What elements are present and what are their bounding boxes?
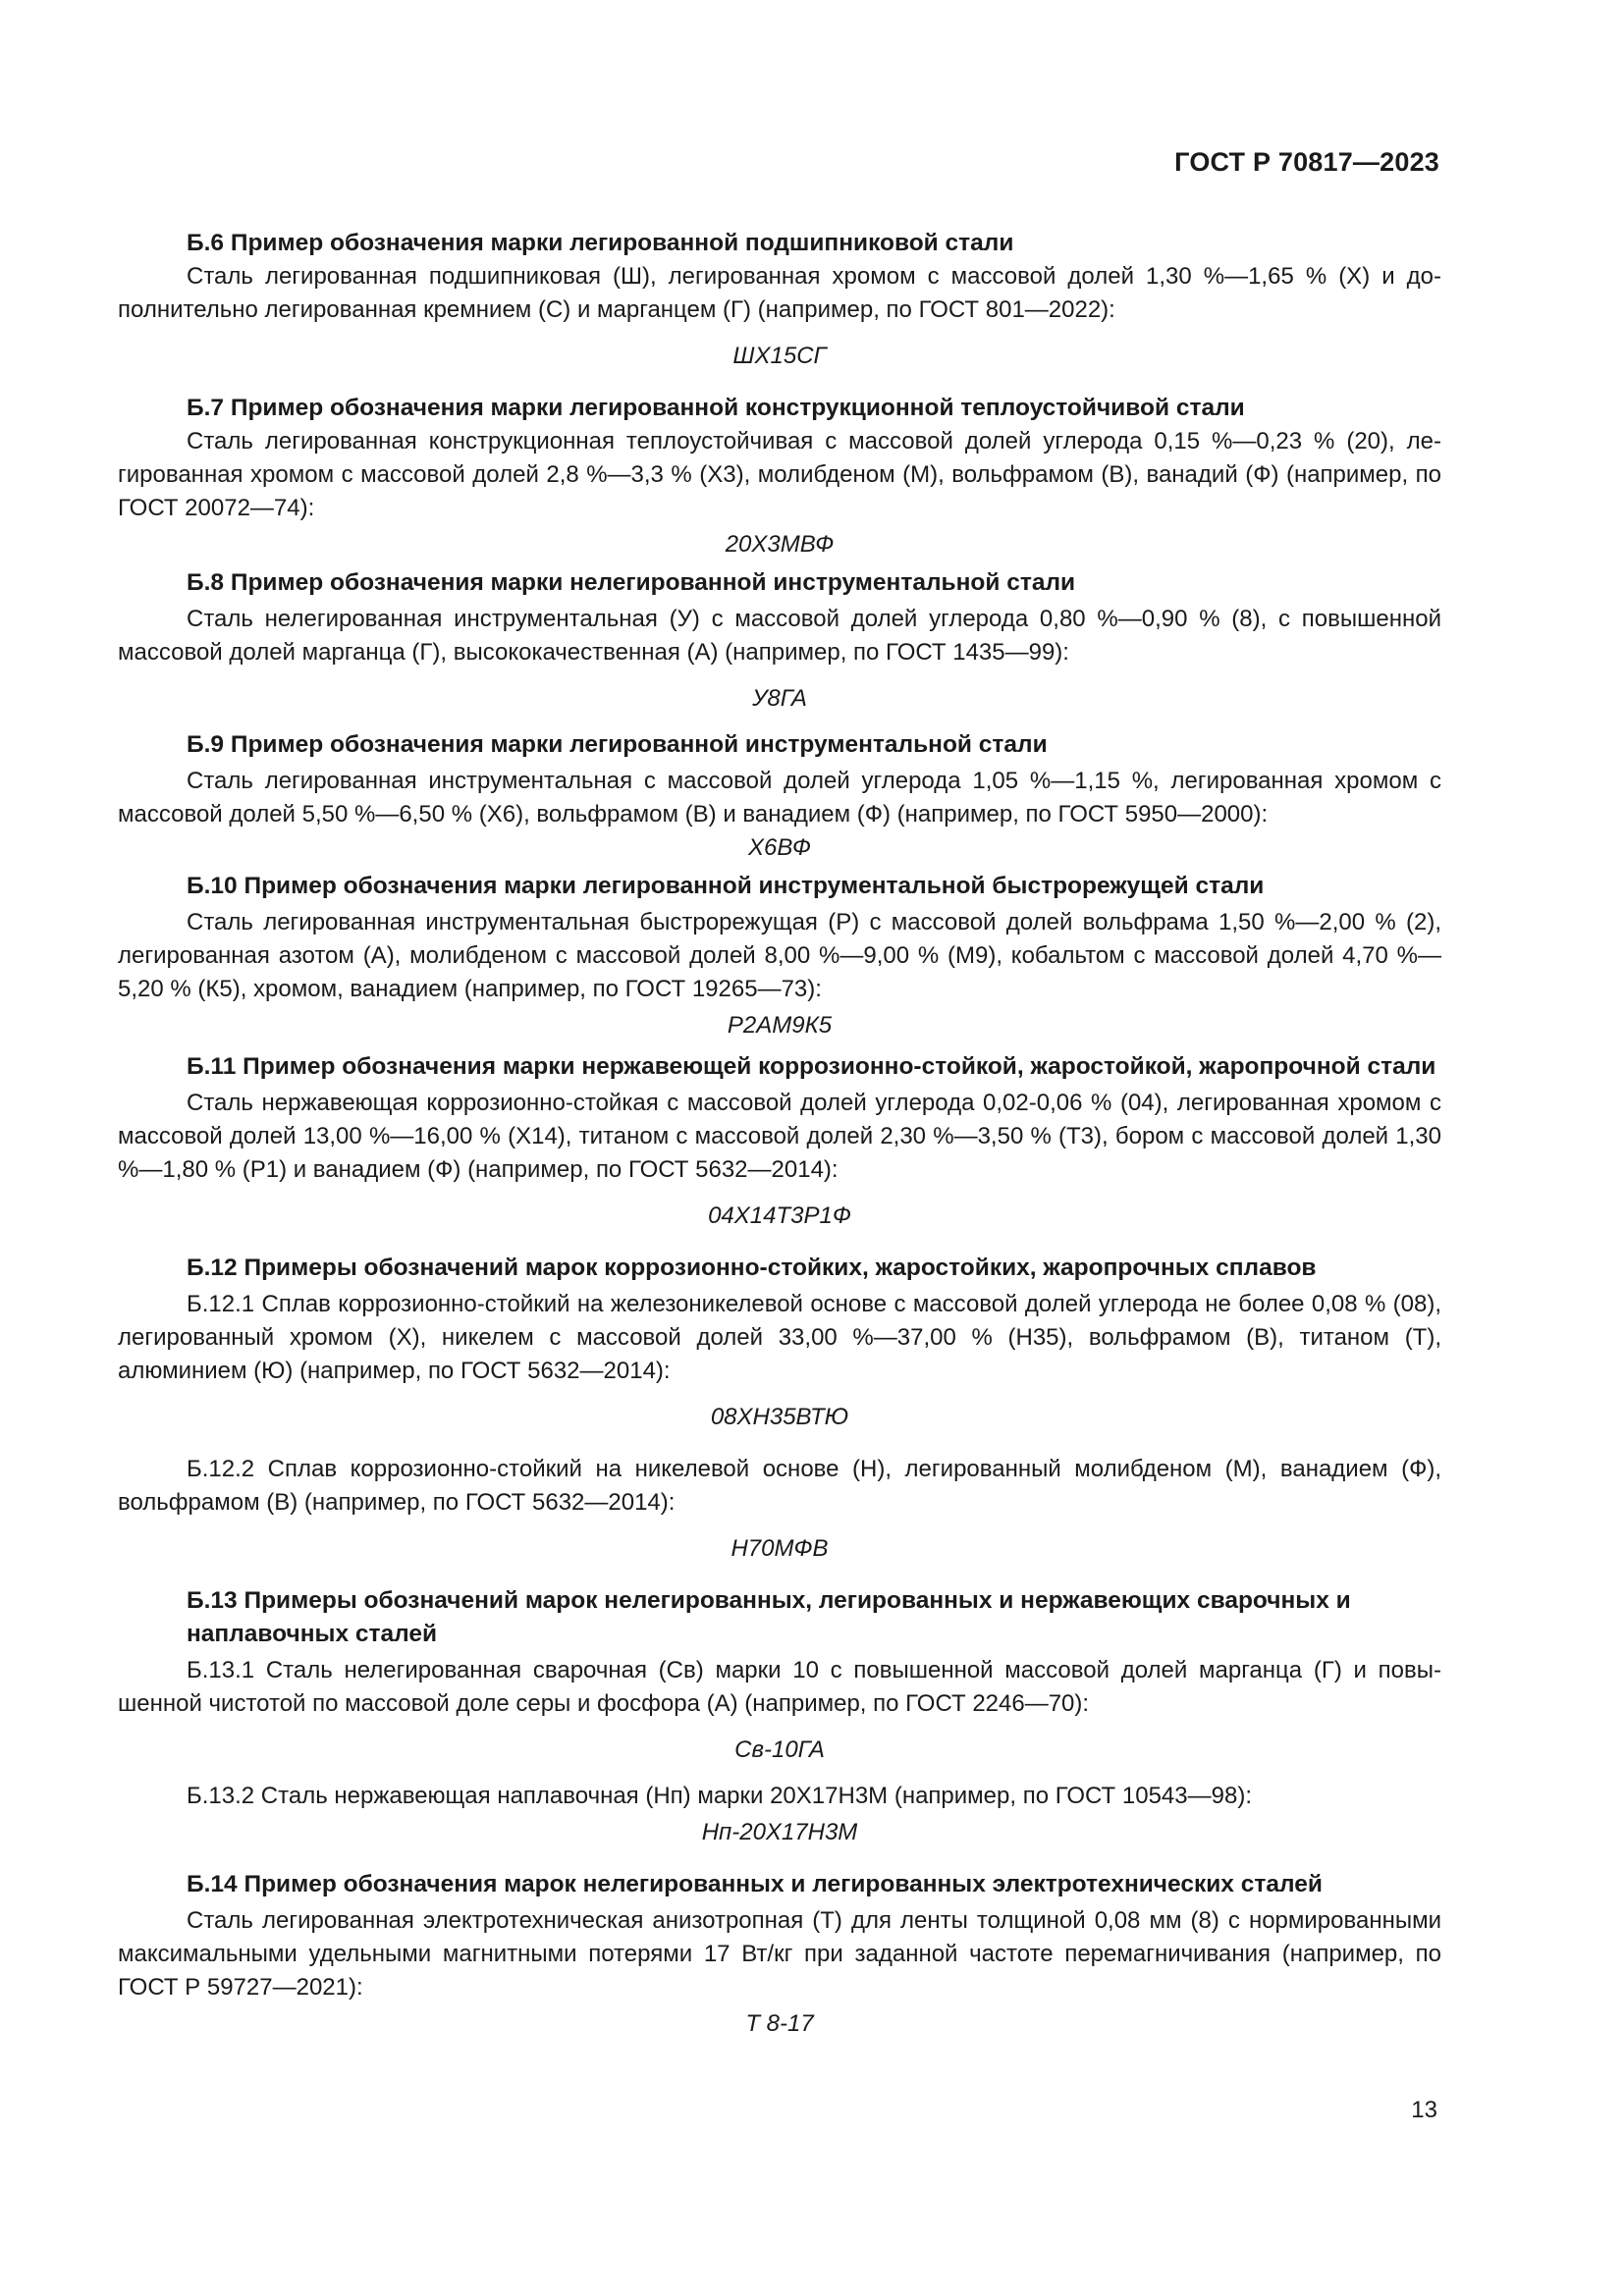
subsection-text: Б.13.1 Сталь нелегированная сварочная (Св) марки 10 с повышенной массовой долей марганца (Г) и повышенной чистотой по массовой доле серы и фосфора (А) (например, по ГОСТ 2246—70): (118, 1657, 1441, 1717)
grade-code: 20Х3МВФ (725, 531, 835, 558)
section-heading: Б.10 Пример обозначения марки легированной инструментальной быстрорежущей стали (187, 873, 1265, 899)
section-heading: Б.13 Примеры обозначений марок нелегированных, легированных и нержавеющих сварочных и наплавочных сталей (187, 1587, 1351, 1647)
section-text: Сталь легированная инструментальная с массовой долей углерода 1,05 %—1,15 %, легированная хромом с массовой долей 5,50 %—6,50 % (Х6), вольфрамом (В) и ванадием (Ф) (например, по ГОСТ 5950—2000): (118, 768, 1441, 828)
document-body (118, 227, 1441, 2041)
grade-code: 08ХН35ВТЮ (710, 1404, 849, 1430)
grade-code: Св-10ГА (734, 1736, 825, 1763)
section-heading: Б.12 Примеры обозначений марок коррозионно-стойких, жаростойких, жаропрочных сплавов (187, 1255, 1317, 1281)
section-heading: Б.8 Пример обозначения марки нелегированной инструментальной стали (187, 569, 1076, 596)
section-b6 (118, 227, 1441, 373)
section-text: Сталь легированная электротехническая анизотропная (Т) для ленты толщиной 0,08 мм (8) с нормированными максимальными удельными магнитными потерями 17 Вт/кг при заданной частоте перемагничивания (например, по ГОСТ Р 59727—2021): (118, 1907, 1441, 2001)
section-text: Сталь нелегированная инструментальная (У) с массовой долей углерода 0,80 %—0,90 % (8), с повышенной массовой долей марганца (Г), высококачественная (А) (например, по ГОСТ 1435—99): (118, 606, 1441, 666)
section-heading: Б.9 Пример обозначения марки легированной инструментальной стали (187, 731, 1048, 758)
grade-code: У8ГА (752, 685, 807, 712)
section-heading: Б.7 Пример обозначения марки легированной конструкционной теплоустойчивой стали (187, 395, 1245, 421)
subsection-text: Б.12.2 Сплав коррозионно-стойкий на никелевой основе (Н), легированный молибденом (М), ванадием (Ф), вольфрамом (В) (например, по ГОСТ 5632—2014): (118, 1456, 1441, 1516)
grade-code: 04Х14Т3Р1Ф (708, 1202, 851, 1229)
page-number: 13 (1411, 2097, 1437, 2123)
section-b10 (118, 870, 1441, 1042)
section-b7 (118, 392, 1441, 561)
section-heading: Б.14 Пример обозначения марок нелегированных и легированных электротехнических сталей (187, 1871, 1323, 1897)
section-text: Сталь легированная конструкционная теплоустойчивая с массовой долей углерода 0,15 %—0,23 % (20), легированная хромом с массовой долей 2,8 %—3,3 % (Х3), молибденом (М), вольфрамом (В), ванадий (Ф) (например, по ГОСТ 20072—74): (118, 428, 1441, 521)
section-heading: Б.11 Пример обозначения марки нержавеющей коррозионно-стойкой, жаростойкой, жаропрочной стали (187, 1053, 1436, 1080)
section-heading: Б.6 Пример обозначения марки легированной подшипниковой стали (187, 230, 1014, 256)
section-text: Сталь легированная инструментальная быстрорежущая (Р) с массовой долей вольфрама 1,50 %—2,00 % (2), легированная азотом (А), молибденом с массовой долей 8,00 %—9,00 % (М9), кобальтом с массовой долей 4,70 %—5,20 % (К5), хромом, ванадием (например, по ГОСТ 19265—73): (118, 909, 1441, 1002)
grade-code: Н70МФВ (731, 1535, 829, 1562)
grade-code: Р2АМ9К5 (727, 1012, 833, 1039)
document-header-id: ГОСТ Р 70817—2023 (1174, 147, 1439, 177)
section-text: Сталь легированная подшипниковая (Ш), легированная хромом с массовой долей 1,30 %—1,65 % (Х) и дополнительно легированная кремнием (С) и марганцем (Г) (например, по ГОСТ 801—2022): (118, 263, 1441, 323)
section-b11 (118, 1050, 1441, 1233)
section-b12 (118, 1252, 1441, 1566)
grade-code: ШХ15СГ (732, 343, 827, 369)
section-b8 (118, 566, 1441, 716)
section-b14 (118, 1868, 1441, 2041)
grade-code: Нп-20Х17Н3М (701, 1819, 858, 1845)
section-text: Сталь нержавеющая коррозионно-стойкая с массовой долей углерода 0,02-0,06 % (04), легированная хромом с массовой долей 13,00 %—16,00 % (Х14), титаном с массовой долей 2,30 %—3,50 % (Т3), бором с массовой долей 1,30 %—1,80 % (Р1) и ванадием (Ф) (например, по ГОСТ 5632—2014): (118, 1090, 1441, 1183)
subsection-text: Б.12.1 Сплав коррозионно-стойкий на железоникелевой основе с массовой долей углерода не более 0,08 % (08), легированный хромом (Х), никелем с массовой долей 33,00 %—37,00 % (Н35), вольфрамом (В), титаном (Т), алюминием (Ю) (например, по ГОСТ 5632—2014): (118, 1291, 1441, 1384)
section-b13 (118, 1584, 1441, 1849)
grade-code: Т 8-17 (745, 2010, 814, 2037)
subsection-text: Б.13.2 Сталь нержавеющая наплавочная (Нп) марки 20Х17Н3М (например, по ГОСТ 10543—98): (187, 1783, 1252, 1809)
section-b9 (118, 728, 1441, 865)
grade-code: Х6ВФ (748, 834, 811, 861)
